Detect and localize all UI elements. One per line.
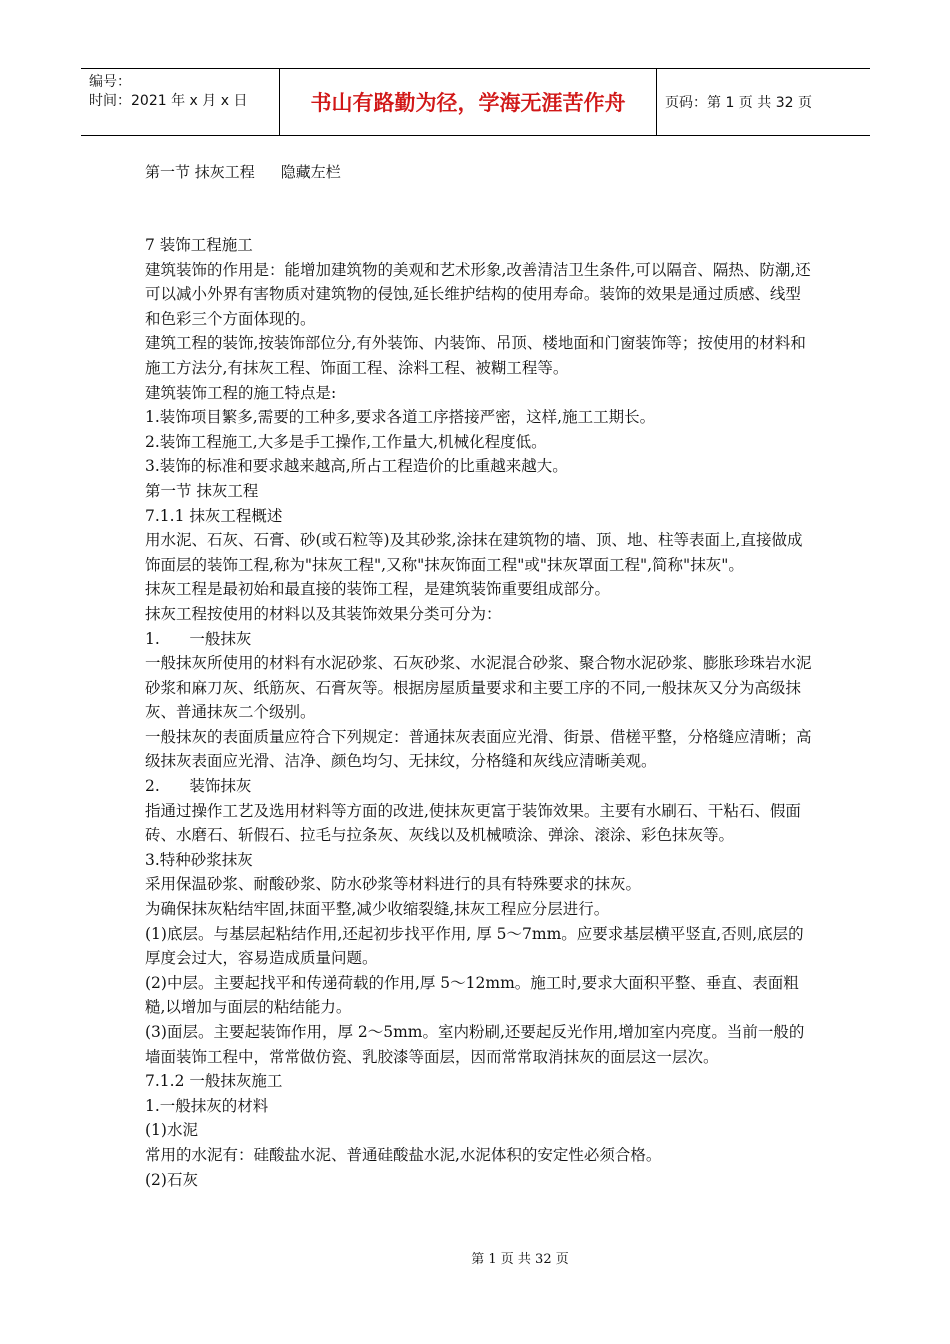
header-left-cell: [81, 69, 280, 135]
body-paragraph: 采用保温砂浆、耐酸砂浆、防水砂浆等材料进行的具有特殊要求的抹灰。: [145, 875, 642, 894]
list-item: 2.装饰工程施工,大多是手工操作,工作量大,机械化程度低。: [145, 432, 547, 451]
header-page-cell: [657, 69, 870, 135]
section-heading: 第一节 抹灰工程: [145, 481, 259, 500]
list-item: 3.特种砂浆抹灰: [145, 850, 253, 869]
subsection-heading: 7.1.2 一般抹灰施工: [145, 1072, 283, 1091]
header-motto-cell: [280, 69, 657, 135]
list-item: 1. 一般抹灰: [145, 629, 252, 648]
header-page-info: 页码：第 1 页 共 32 页: [665, 95, 812, 111]
body-paragraph: 抹灰工程按使用的材料以及其装饰效果分类可分为：: [145, 604, 502, 623]
subsection-heading: 7.1.1 抹灰工程概述: [145, 506, 283, 525]
hide-sidebar-link[interactable]: 隐藏左栏: [280, 163, 341, 181]
chapter-heading: 7 装饰工程施工: [145, 236, 253, 254]
body-paragraph: 指通过操作工艺及选用材料等方面的改进,使抹灰更富于装饰效果。主要有水刷石、干粘石、假面砖、水磨石、斩假石、拉毛与拉条灰、灰线以及机械喷涂、弹涂、滚涂、彩色抹灰等。: [145, 801, 801, 845]
document-header: [81, 68, 870, 136]
list-item: 3.装饰的标准和要求越来越高,所占工程造价的比重越来越大。: [145, 457, 568, 476]
list-item: (2)石灰: [145, 1170, 198, 1189]
footer-page-number: 第 1 页 共 32 页: [471, 1252, 569, 1267]
body-paragraph: 建筑工程的装饰,按装饰部位分,有外装饰、内装饰、吊顶、楼地面和门窗装饰等；按使用的材料和施工方法分,有抹灰工程、饰面工程、涂料工程、被糊工程等。: [145, 334, 806, 377]
body-paragraph: 建筑装饰的作用是：能增加建筑物的美观和艺术形象,改善清洁卫生条件,可以隔音、隔热、防潮,还可以减小外界有害物质对建筑物的侵蚀,延长维护结构的使用寿命。装饰的效果是通过质感、线型和色彩三个方面体现的。: [145, 260, 811, 328]
document-date-label: 时间：2021 年 x 月 x 日: [89, 93, 248, 109]
body-paragraph: 一般抹灰的表面质量应符合下列规定：普通抹灰表面应光滑、街景、借槎平整，分格缝应清晰；高级抹灰表面应光滑、洁净、颜色均匀、无抹纹，分格缝和灰线应清晰美观。: [145, 727, 812, 771]
document-body: [145, 233, 815, 1192]
body-paragraph: 常用的水泥有：硅酸盐水泥、普通硅酸盐水泥,水泥体积的安定性必须合格。: [145, 1145, 662, 1164]
page-footer: [0, 1248, 950, 1267]
body-paragraph: 为确保抹灰粘结牢固,抹面平整,减少收缩裂缝,抹灰工程应分层进行。: [145, 900, 610, 919]
section-nav: [145, 161, 341, 182]
body-paragraph: (2)中层。主要起找平和传递荷载的作用,厚 5～12mm。施工时,要求大面积平整、垂直、表面粗糙,以增加与面层的粘结能力。: [145, 973, 799, 1017]
section-link[interactable]: 第一节 抹灰工程: [145, 163, 255, 181]
body-paragraph: 建筑装饰工程的施工特点是:: [145, 383, 337, 402]
list-item: 1.装饰项目繁多,需要的工种多,要求各道工序搭接严密，这样,施工工期长。: [145, 408, 656, 427]
body-paragraph: 一般抹灰所使用的材料有水泥砂浆、石灰砂浆、水泥混合砂浆、聚合物水泥砂浆、膨胀珍珠岩水泥砂浆和麻刀灰、纸筋灰、石膏灰等。根据房屋质量要求和主要工序的不同,一般抹灰又分为高级抹灰、普通抹灰二个级别。: [145, 654, 812, 722]
body-paragraph: (1)底层。与基层起粘结作用,还起初步找平作用, 厚 5～7mm。应要求基层横平竖直,否则,底层的厚度会过大，容易造成质量问题。: [145, 924, 804, 968]
list-item: 2. 装饰抹灰: [145, 777, 252, 796]
body-paragraph: (3)面层。主要起装饰作用，厚 2～5mm。室内粉刷,还要起反光作用,增加室内亮度。当前一般的墙面装饰工程中，常常做仿瓷、乳胶漆等面层，因而常常取消抹灰的面层这一层次。: [145, 1023, 805, 1066]
body-paragraph: 抹灰工程是最初始和最直接的装饰工程，是建筑装饰重要组成部分。: [145, 580, 611, 599]
header-motto: 书山有路勤为径，学海无涯苦作舟: [310, 91, 626, 115]
list-item: 1.一般抹灰的材料: [145, 1096, 269, 1115]
document-number-label: 编号：: [89, 74, 131, 90]
body-paragraph: 用水泥、石灰、石膏、砂(或石粒等)及其砂浆,涂抹在建筑物的墙、顶、地、柱等表面上,直接做成饰面层的装饰工程,称为"抹灰工程",又称"抹灰饰面工程"或"抹灰罩面工程",简称"抹灰"。: [145, 531, 803, 574]
list-item: (1)水泥: [145, 1121, 198, 1140]
